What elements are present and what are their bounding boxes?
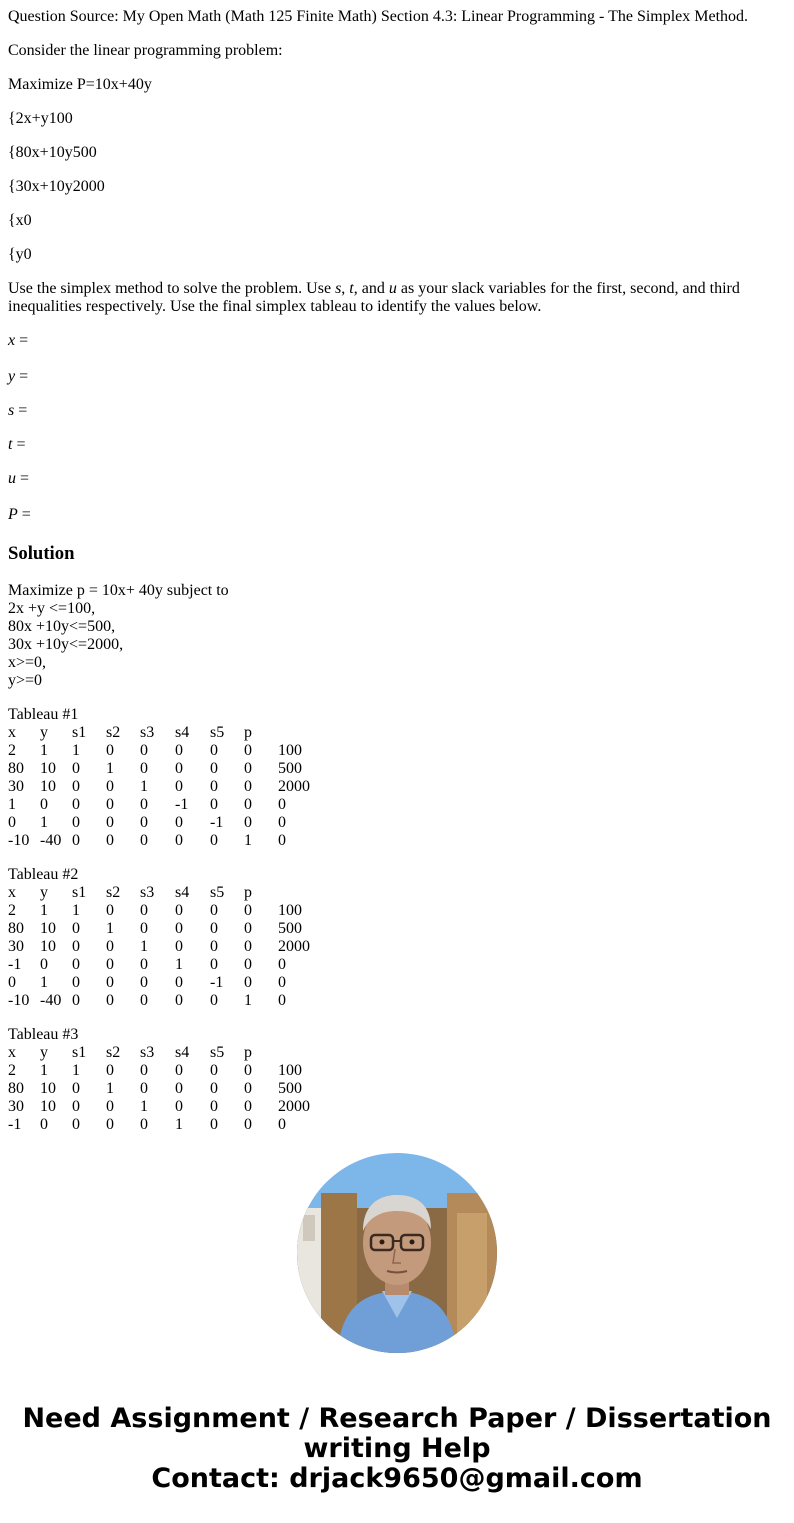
answer-y xyxy=(8,368,786,386)
tableau-cell: 10 xyxy=(40,1080,56,1097)
tableau-cell: 0 xyxy=(106,974,114,991)
tableau-header-cell: x xyxy=(8,1044,16,1061)
tableau-row xyxy=(8,742,786,760)
tableau-cell: 0 xyxy=(175,974,183,991)
tableau-cell: 0 xyxy=(140,760,148,777)
answer-t xyxy=(8,436,786,454)
tableau-cell: 10 xyxy=(40,760,56,777)
tableau-cell: 1 xyxy=(244,832,252,849)
tableau-header-cell: s2 xyxy=(106,724,121,741)
tableau-cell: 1 xyxy=(140,1098,148,1115)
tableau-cell: 1 xyxy=(175,956,183,973)
tableau-header-row xyxy=(8,724,786,742)
tableau-row xyxy=(8,778,786,796)
tableau-cell: 0 xyxy=(72,760,80,777)
tableau-header-cell: y xyxy=(40,884,48,901)
slack-variable-u: u xyxy=(388,280,397,297)
tableau-cell: 2000 xyxy=(278,938,310,955)
tableau-cell: 100 xyxy=(278,742,302,759)
tableau-cell: 0 xyxy=(175,902,183,919)
tableau-cell: 30 xyxy=(8,1098,24,1115)
answer-t-eq: = xyxy=(12,436,26,453)
tableau-row xyxy=(8,760,786,778)
instructions-and: , and xyxy=(353,280,389,297)
tableau-cell: -10 xyxy=(8,992,30,1009)
tableau-cell: 0 xyxy=(210,796,218,813)
tableau-cell: 0 xyxy=(72,814,80,831)
tableau-header-cell: y xyxy=(40,1044,48,1061)
tableau-cell: 0 xyxy=(140,992,148,1009)
tableau-cell: 1 xyxy=(40,1062,48,1079)
tableau-row xyxy=(8,796,786,814)
tableau-cell: -40 xyxy=(40,832,62,849)
tableau-cell: 0 xyxy=(210,920,218,937)
tableau-cell: 0 xyxy=(140,956,148,973)
tableau-cell: 0 xyxy=(72,832,80,849)
tableau-header-cell: p xyxy=(244,1044,252,1061)
tableau-row xyxy=(8,920,786,938)
solution-line: 2x +y <=100, xyxy=(8,600,96,617)
promo-line-1: Need Assignment / Research Paper / Dissertation xyxy=(22,1403,772,1434)
tableau-cell: 0 xyxy=(210,938,218,955)
tableau-spacer xyxy=(8,850,786,866)
tableau-row xyxy=(8,1080,786,1098)
tableau-cell: 0 xyxy=(40,956,48,973)
tableau-cell: 0 xyxy=(140,1062,148,1079)
tableau-cell: 0 xyxy=(106,902,114,919)
tableau-cell: 0 xyxy=(175,1098,183,1115)
tableau-cell: 0 xyxy=(244,920,252,937)
tableau-container xyxy=(8,690,786,1134)
answer-p-label: P xyxy=(8,506,18,523)
tableau-header-cell: s5 xyxy=(210,724,225,741)
tableau-cell: 0 xyxy=(106,1116,114,1133)
tableau-cell: 2000 xyxy=(278,778,310,795)
tableau-header-cell: s3 xyxy=(140,884,155,901)
answer-u-eq: = xyxy=(16,470,30,487)
tableau-cell: 0 xyxy=(210,742,218,759)
tableau-cell: 30 xyxy=(8,778,24,795)
tableau-cell: 10 xyxy=(40,778,56,795)
tableau-cell: 0 xyxy=(244,778,252,795)
tableau-cell: 500 xyxy=(278,760,302,777)
tableau-cell: 0 xyxy=(175,1080,183,1097)
tableau-cell: -10 xyxy=(8,832,30,849)
tableau-header-cell: s1 xyxy=(72,724,87,741)
tableau-header-cell: s4 xyxy=(175,1044,190,1061)
tableau-cell: 1 xyxy=(40,902,48,919)
tableau-cell: 0 xyxy=(244,760,252,777)
tableau-cell: 0 xyxy=(278,974,286,991)
tableau-cell: 0 xyxy=(72,1080,80,1097)
tableau-cell: 0 xyxy=(106,796,114,813)
tableau-cell: 0 xyxy=(106,742,114,759)
tableau-cell: 1 xyxy=(72,902,80,919)
tableau-cell: 0 xyxy=(175,742,183,759)
tableau-cell: 2 xyxy=(8,902,16,919)
tableau-header-cell xyxy=(278,884,318,902)
constraint-4: {x0 xyxy=(8,212,32,229)
promo-line-2: writing Help xyxy=(303,1433,491,1464)
tableau-cell: 1 xyxy=(40,814,48,831)
tableau-cell: -1 xyxy=(210,814,224,831)
tableau-cell: 500 xyxy=(278,1080,302,1097)
tableau-cell: 0 xyxy=(72,938,80,955)
tableau-cell: 0 xyxy=(72,992,80,1009)
tableau-cell: 0 xyxy=(175,1062,183,1079)
tableau-cell: 0 xyxy=(175,920,183,937)
answer-x-label: x xyxy=(8,332,16,349)
tableau-cell: -1 xyxy=(8,956,22,973)
tableau-title: Tableau #2 xyxy=(8,866,79,883)
tableau-cell: 0 xyxy=(175,992,183,1009)
tableau-cell: 0 xyxy=(278,1116,286,1133)
tableau-cell: -40 xyxy=(40,992,62,1009)
tableau-cell: 0 xyxy=(244,902,252,919)
tableau-cell: 0 xyxy=(140,974,148,991)
solution-line: 30x +10y<=2000, xyxy=(8,636,124,653)
tableau-header-cell: x xyxy=(8,884,16,901)
tableau-cell: 0 xyxy=(106,956,114,973)
tableau-cell: 0 xyxy=(140,796,148,813)
tableau-cell: 2 xyxy=(8,1062,16,1079)
tableau-cell: 2000 xyxy=(278,1098,310,1115)
tableau-cell: 0 xyxy=(40,1116,48,1133)
tableau-cell: 0 xyxy=(72,956,80,973)
tableau-cell: 0 xyxy=(210,832,218,849)
tableau-cell: 0 xyxy=(140,814,148,831)
tableau-cell: 0 xyxy=(210,992,218,1009)
answer-y-eq: = xyxy=(15,368,29,385)
answer-t-label: t xyxy=(8,436,13,453)
tableau-cell: 0 xyxy=(40,796,48,813)
tableau-cell: 0 xyxy=(106,1062,114,1079)
promo-contact: Contact: drjack9650@gmail.com xyxy=(151,1463,643,1494)
instructions-comma: , xyxy=(341,280,350,297)
answer-p-eq: = xyxy=(17,506,31,523)
tableau-cell: 0 xyxy=(210,760,218,777)
tableau-cell: 0 xyxy=(210,956,218,973)
tableau-cell: 1 xyxy=(175,1116,183,1133)
tableau-header-cell: s4 xyxy=(175,724,190,741)
tableau-cell: 1 xyxy=(140,778,148,795)
tableau-cell: 0 xyxy=(278,956,286,973)
tableau-row xyxy=(8,992,786,1010)
tableau-cell: 10 xyxy=(40,938,56,955)
tableau-cell: 0 xyxy=(210,1080,218,1097)
answer-s-label: s xyxy=(8,402,15,419)
tableau-cell: 0 xyxy=(278,814,286,831)
tableau-cell: 0 xyxy=(244,742,252,759)
answer-p xyxy=(8,506,786,524)
tableau-cell: 0 xyxy=(140,902,148,919)
tableau-header-cell: s1 xyxy=(72,1044,87,1061)
tableau-cell: 100 xyxy=(278,902,302,919)
tableau-cell: 0 xyxy=(278,832,286,849)
tableau-cell: 0 xyxy=(278,796,286,813)
question-source: Question Source: My Open Math (Math 125 Finite Math) Section 4.3: Linear Programming - The Simplex Method. xyxy=(8,8,749,25)
tableau-header-cell: s3 xyxy=(140,1044,155,1061)
tableau-cell: 0 xyxy=(244,1098,252,1115)
tableau-cell: 500 xyxy=(278,920,302,937)
tableau-cell: 0 xyxy=(244,1062,252,1079)
tableau-cell: -1 xyxy=(8,1116,22,1133)
slack-variable-t: t xyxy=(349,280,354,297)
tableau-cell: 0 xyxy=(175,760,183,777)
slack-variable-s: s xyxy=(335,280,342,297)
tableau-cell: 1 xyxy=(244,992,252,1009)
tableau-cell: 0 xyxy=(244,796,252,813)
tableau-cell: 10 xyxy=(40,920,56,937)
tableau-cell: -1 xyxy=(210,974,224,991)
tableau-cell: 0 xyxy=(106,778,114,795)
tableau-cell: 1 xyxy=(106,760,114,777)
tableau-cell: 0 xyxy=(106,1098,114,1115)
solution-line: 80x +10y<=500, xyxy=(8,618,116,635)
tableau-cell: 80 xyxy=(8,1080,24,1097)
constraint-5: {y0 xyxy=(8,246,32,263)
tableau-cell: 0 xyxy=(72,974,80,991)
constraint-3: {30x+10y2000 xyxy=(8,178,105,195)
tableau-cell: 0 xyxy=(140,1080,148,1097)
tableau-title: Tableau #1 xyxy=(8,706,79,723)
tableau-cell: 0 xyxy=(140,742,148,759)
author-avatar xyxy=(297,1153,497,1353)
tableau-cell: 0 xyxy=(140,832,148,849)
tableau-cell: 0 xyxy=(210,902,218,919)
tableau-cell: 1 xyxy=(40,742,48,759)
tableau-cell: 0 xyxy=(210,778,218,795)
tableau-cell: 0 xyxy=(140,920,148,937)
constraint-2: {80x+10y500 xyxy=(8,144,97,161)
tableau-cell: 0 xyxy=(210,1098,218,1115)
tableau-cell: 0 xyxy=(106,814,114,831)
tableau-header-cell: p xyxy=(244,884,252,901)
tableau-cell: 80 xyxy=(8,920,24,937)
tableau-row xyxy=(8,956,786,974)
tableau-cell: 0 xyxy=(175,938,183,955)
answer-y-label: y xyxy=(8,368,16,385)
tableau-header-row xyxy=(8,884,786,902)
tableau-cell: 0 xyxy=(140,1116,148,1133)
tableau-cell: 2 xyxy=(8,742,16,759)
tableau-cell: 0 xyxy=(8,974,16,991)
answer-s-eq: = xyxy=(14,402,28,419)
tableau-cell: 0 xyxy=(106,992,114,1009)
tableau-cell: 0 xyxy=(175,832,183,849)
solution-heading: Solution xyxy=(8,543,75,564)
tableau-spacer xyxy=(8,690,786,706)
tableau-title: Tableau #3 xyxy=(8,1026,79,1043)
tableau-cell: 0 xyxy=(210,1062,218,1079)
tableau-cell: 0 xyxy=(278,992,286,1009)
tableau-cell: 0 xyxy=(72,1116,80,1133)
tableau-header-cell: x xyxy=(8,724,16,741)
promo-banner xyxy=(0,1404,794,1494)
answer-x xyxy=(8,332,786,350)
solution-line: Maximize p = 10x+ 40y subject to xyxy=(8,582,229,599)
tableau-row xyxy=(8,1116,786,1134)
tableau-cell: 0 xyxy=(244,938,252,955)
tableau-cell: 0 xyxy=(244,1080,252,1097)
tableau-cell: 1 xyxy=(106,1080,114,1097)
tableau-cell: 1 xyxy=(106,920,114,937)
tableau-header-cell: s1 xyxy=(72,884,87,901)
tableau-cell: -1 xyxy=(175,796,189,813)
tableau-header-cell: s4 xyxy=(175,884,190,901)
tableau-cell: 0 xyxy=(244,814,252,831)
tableau-row xyxy=(8,832,786,850)
tableau-header-cell: p xyxy=(244,724,252,741)
tableau-cell: 0 xyxy=(175,814,183,831)
answer-u xyxy=(8,470,786,488)
tableau-header-cell: s5 xyxy=(210,1044,225,1061)
tableau-row xyxy=(8,1062,786,1080)
tableau-cell: 0 xyxy=(175,778,183,795)
tableau-cell: 0 xyxy=(210,1116,218,1133)
author-photo-icon xyxy=(297,1153,497,1353)
tableau-cell: 0 xyxy=(106,832,114,849)
tableau-row xyxy=(8,938,786,956)
solution-body xyxy=(8,582,786,1164)
tableau-cell: 0 xyxy=(72,1098,80,1115)
tableau-cell: 10 xyxy=(40,1098,56,1115)
instructions-text-2: as your slack variables for the first, second, and third inequalities respectively. Use the final simplex tableau to identify the values below. xyxy=(8,280,740,315)
answer-x-eq: = xyxy=(15,332,29,349)
tableau-cell: 0 xyxy=(106,938,114,955)
objective-function: Maximize P=10x+40y xyxy=(8,76,152,93)
instructions xyxy=(8,280,786,316)
tableau-row xyxy=(8,902,786,920)
tableau-cell: 0 xyxy=(72,796,80,813)
tableau-header-cell: s2 xyxy=(106,1044,121,1061)
tableau-header-cell xyxy=(278,724,318,742)
solution-line: x>=0, xyxy=(8,654,47,671)
tableau-header-cell xyxy=(278,1044,318,1062)
tableau-header-cell: s2 xyxy=(106,884,121,901)
tableau-spacer xyxy=(8,1010,786,1026)
tableau-cell: 0 xyxy=(244,974,252,991)
constraint-1: {2x+y100 xyxy=(8,110,73,127)
tableau-cell: 0 xyxy=(244,1116,252,1133)
question-intro: Consider the linear programming problem: xyxy=(8,42,283,59)
answer-s xyxy=(8,402,786,420)
question-document xyxy=(8,8,786,1164)
tableau-cell: 1 xyxy=(72,1062,80,1079)
tableau-cell: 0 xyxy=(8,814,16,831)
tableau-row xyxy=(8,1098,786,1116)
tableau-header-cell: y xyxy=(40,724,48,741)
tableau-cell: 0 xyxy=(72,778,80,795)
tableau-cell: 1 xyxy=(40,974,48,991)
tableau-cell: 80 xyxy=(8,760,24,777)
tableau-header-cell: s3 xyxy=(140,724,155,741)
tableau-cell: 1 xyxy=(72,742,80,759)
tableau-row xyxy=(8,974,786,992)
instructions-text-1: Use the simplex method to solve the problem. Use xyxy=(8,280,336,297)
tableau-cell: 100 xyxy=(278,1062,302,1079)
tableau-cell: 1 xyxy=(8,796,16,813)
tableau-header-cell: s5 xyxy=(210,884,225,901)
answer-u-label: u xyxy=(8,470,16,487)
tableau-header-row xyxy=(8,1044,786,1062)
solution-line: y>=0 xyxy=(8,672,43,689)
tableau-cell: 1 xyxy=(140,938,148,955)
tableau-cell: 0 xyxy=(244,956,252,973)
tableau-row xyxy=(8,814,786,832)
tableau-cell: 0 xyxy=(72,920,80,937)
tableau-cell: 30 xyxy=(8,938,24,955)
